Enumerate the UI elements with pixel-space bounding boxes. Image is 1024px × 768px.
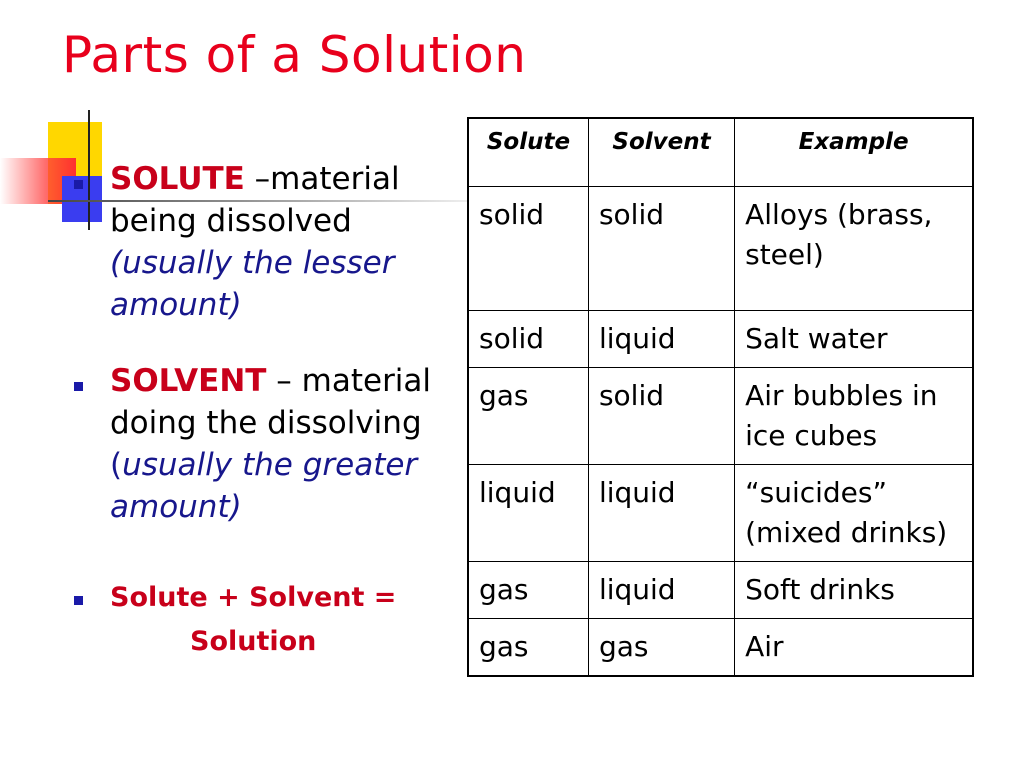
- solute-note: (usually the lesser amount): [110, 245, 395, 323]
- table-row: [468, 310, 973, 367]
- cell-solvent: solid: [588, 186, 734, 310]
- cell-solute: gas: [468, 561, 588, 618]
- bullet-list: [70, 158, 455, 664]
- table-row: [468, 618, 973, 676]
- cell-example: Air bubbles in ice cubes: [735, 367, 973, 464]
- slide-title: Parts of a Solution: [62, 26, 527, 84]
- cell-solvent: solid: [588, 367, 734, 464]
- table-row: [468, 464, 973, 561]
- cell-example: Soft drinks: [735, 561, 973, 618]
- solution-types-table: [467, 117, 974, 677]
- equation-line-2: Solution: [190, 626, 317, 657]
- table-header-row: [468, 118, 973, 186]
- solvent-note: usually the greater amount): [110, 447, 418, 525]
- cell-example: Salt water: [735, 310, 973, 367]
- cell-solute: solid: [468, 310, 588, 367]
- equation-line-1: Solute + Solvent =: [110, 582, 397, 613]
- bullet-marker-icon: [74, 382, 83, 391]
- bullet-marker-icon: [74, 596, 83, 605]
- cell-solute: gas: [468, 367, 588, 464]
- table-row: [468, 186, 973, 310]
- bullet-solvent: [70, 360, 455, 528]
- header-solvent: Solvent: [588, 118, 734, 186]
- bullet-solute: [70, 158, 455, 326]
- solvent-definition: – material doing the dissolving: [110, 363, 432, 441]
- cell-example: “suicides” (mixed drinks): [735, 464, 973, 561]
- cell-solvent: gas: [588, 618, 734, 676]
- term-solute: SOLUTE: [110, 161, 245, 197]
- bullet-equation: [70, 576, 455, 664]
- cell-solvent: liquid: [588, 464, 734, 561]
- cell-example: Alloys (brass, steel): [735, 186, 973, 310]
- cell-solvent: liquid: [588, 310, 734, 367]
- table-row: [468, 561, 973, 618]
- cell-solute: liquid: [468, 464, 588, 561]
- solute-definition: –material being dissolved: [110, 161, 400, 239]
- cell-solute: gas: [468, 618, 588, 676]
- header-solute: Solute: [468, 118, 588, 186]
- header-example: Example: [735, 118, 973, 186]
- cell-example: Air: [735, 618, 973, 676]
- table-row: [468, 367, 973, 464]
- term-solvent: SOLVENT: [110, 363, 267, 399]
- cell-solute: solid: [468, 186, 588, 310]
- cell-solvent: liquid: [588, 561, 734, 618]
- bullet-marker-icon: [74, 180, 83, 189]
- solvent-note-paren: (: [110, 447, 123, 483]
